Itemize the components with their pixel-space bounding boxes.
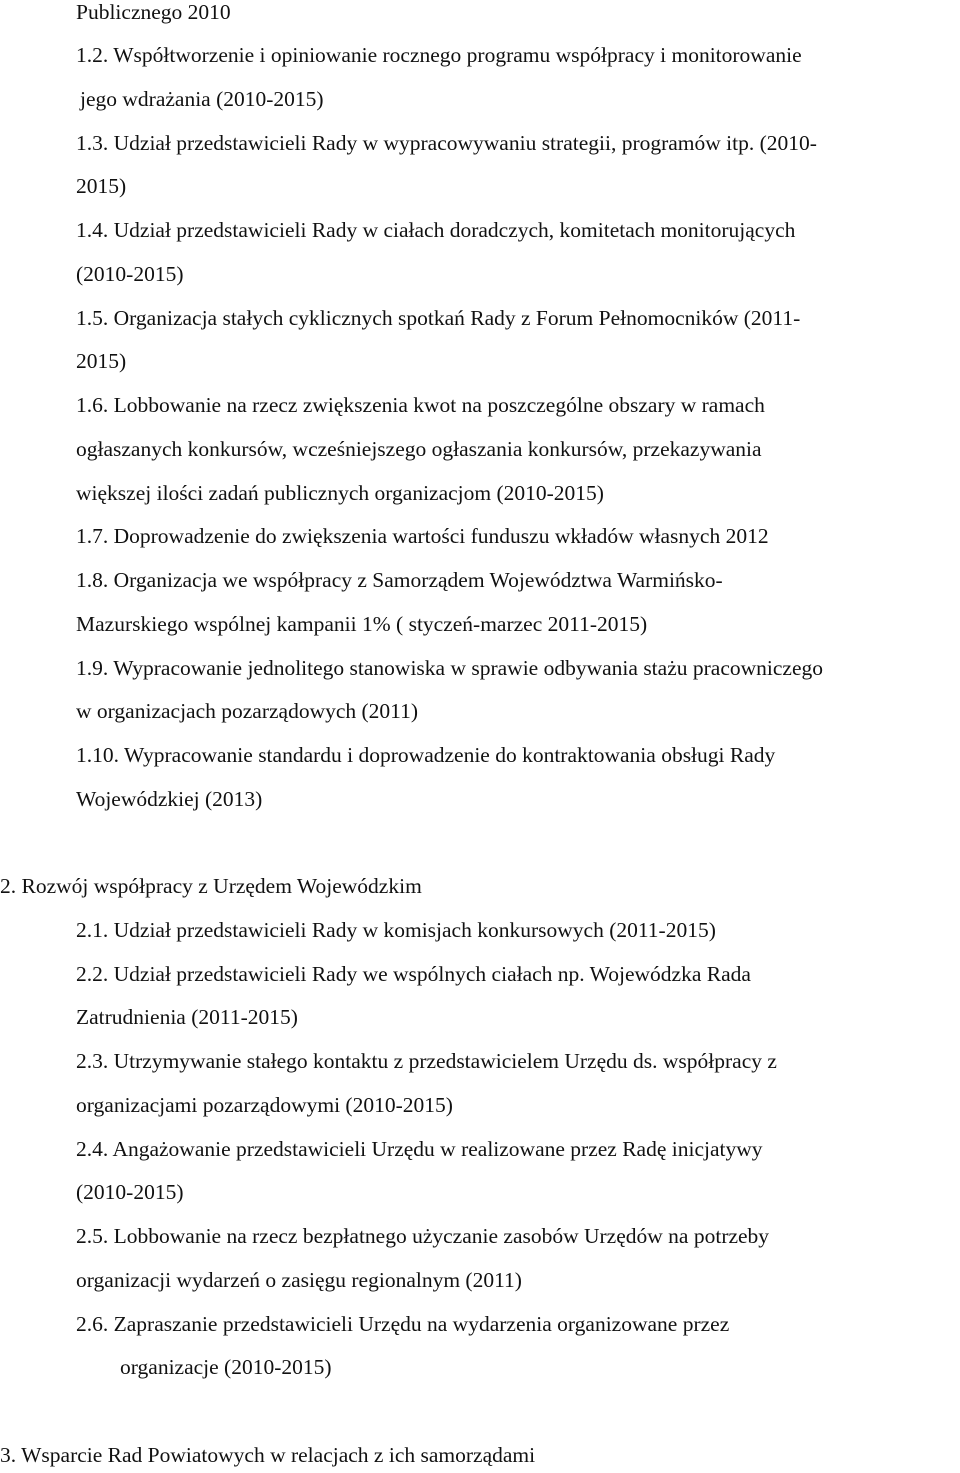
text-line: 1.3. Udział przedstawicieli Rady w wypracowywaniu strategii, programów itp. (2010- <box>76 131 817 155</box>
text-line: 1.10. Wypracowanie standardu i doprowadzenie do kontraktowania obsługi Rady <box>76 743 776 767</box>
text-line: 1.2. Współtworzenie i opiniowanie rocznego programu współpracy i monitorowanie <box>76 43 802 67</box>
text-line: 1.6. Lobbowanie na rzecz zwiększenia kwot na poszczególne obszary w ramach <box>76 393 765 417</box>
text-line: 2.5. Lobbowanie na rzecz bezpłatnego użyczanie zasobów Urzędów na potrzeby <box>76 1224 770 1248</box>
text-line: organizacjami pozarządowymi (2010-2015) <box>76 1093 453 1117</box>
text-line: 1.7. Doprowadzenie do zwiększenia wartości funduszu wkładów własnych 2012 <box>76 524 769 548</box>
text-line: w organizacjach pozarządowych (2011) <box>76 699 419 723</box>
text-line: 2.6. Zapraszanie przedstawicieli Urzędu na wydarzenia organizowane przez <box>76 1312 730 1336</box>
section-heading: 3. Wsparcie Rad Powiatowych w relacjach z ich samorządami <box>0 1443 536 1467</box>
text-line: (2010-2015) <box>76 1180 184 1204</box>
text-line: 2015) <box>76 174 127 198</box>
text-line: 1.5. Organizacja stałych cyklicznych spotkań Rady z Forum Pełnomocników (2011- <box>76 306 801 330</box>
text-line: 1.8. Organizacja we współpracy z Samorządem Województwa Warmińsko- <box>76 568 723 592</box>
text-line: Publicznego 2010 <box>76 0 231 24</box>
text-line: 1.4. Udział przedstawicieli Rady w ciałach doradczych, komitetach monitorujących <box>76 218 796 242</box>
text-line: (2010-2015) <box>76 262 184 286</box>
text-line: jego wdrażania (2010-2015) <box>80 87 324 111</box>
text-line: 1.9. Wypracowanie jednolitego stanowiska w sprawie odbywania stażu pracowniczego <box>76 656 823 680</box>
text-line: 2.1. Udział przedstawicieli Rady w komisjach konkursowych (2011-2015) <box>76 918 716 942</box>
text-line: ogłaszanych konkursów, wcześniejszego ogłaszania konkursów, przekazywania <box>76 437 762 461</box>
section-heading: 2. Rozwój współpracy z Urzędem Wojewódzkim <box>0 874 422 898</box>
text-line: Wojewódzkiej (2013) <box>76 787 263 811</box>
text-line: Mazurskiego wspólnej kampanii 1% ( styczeń-marzec 2011-2015) <box>76 612 648 636</box>
text-line: 2.2. Udział przedstawicieli Rady we wspólnych ciałach np. Wojewódzka Rada <box>76 962 751 986</box>
text-line: organizacji wydarzeń o zasięgu regionalnym (2011) <box>76 1268 522 1292</box>
text-line: 2.3. Utrzymywanie stałego kontaktu z przedstawicielem Urzędu ds. współpracy z <box>76 1049 777 1073</box>
text-line: 2015) <box>76 349 127 373</box>
text-line: organizacje (2010-2015) <box>120 1355 332 1379</box>
text-line: Zatrudnienia (2011-2015) <box>76 1005 298 1029</box>
text-line: 2.4. Angażowanie przedstawicieli Urzędu w realizowane przez Radę inicjatywy <box>76 1137 763 1161</box>
text-line: większej ilości zadań publicznych organizacjom (2010-2015) <box>76 481 604 505</box>
